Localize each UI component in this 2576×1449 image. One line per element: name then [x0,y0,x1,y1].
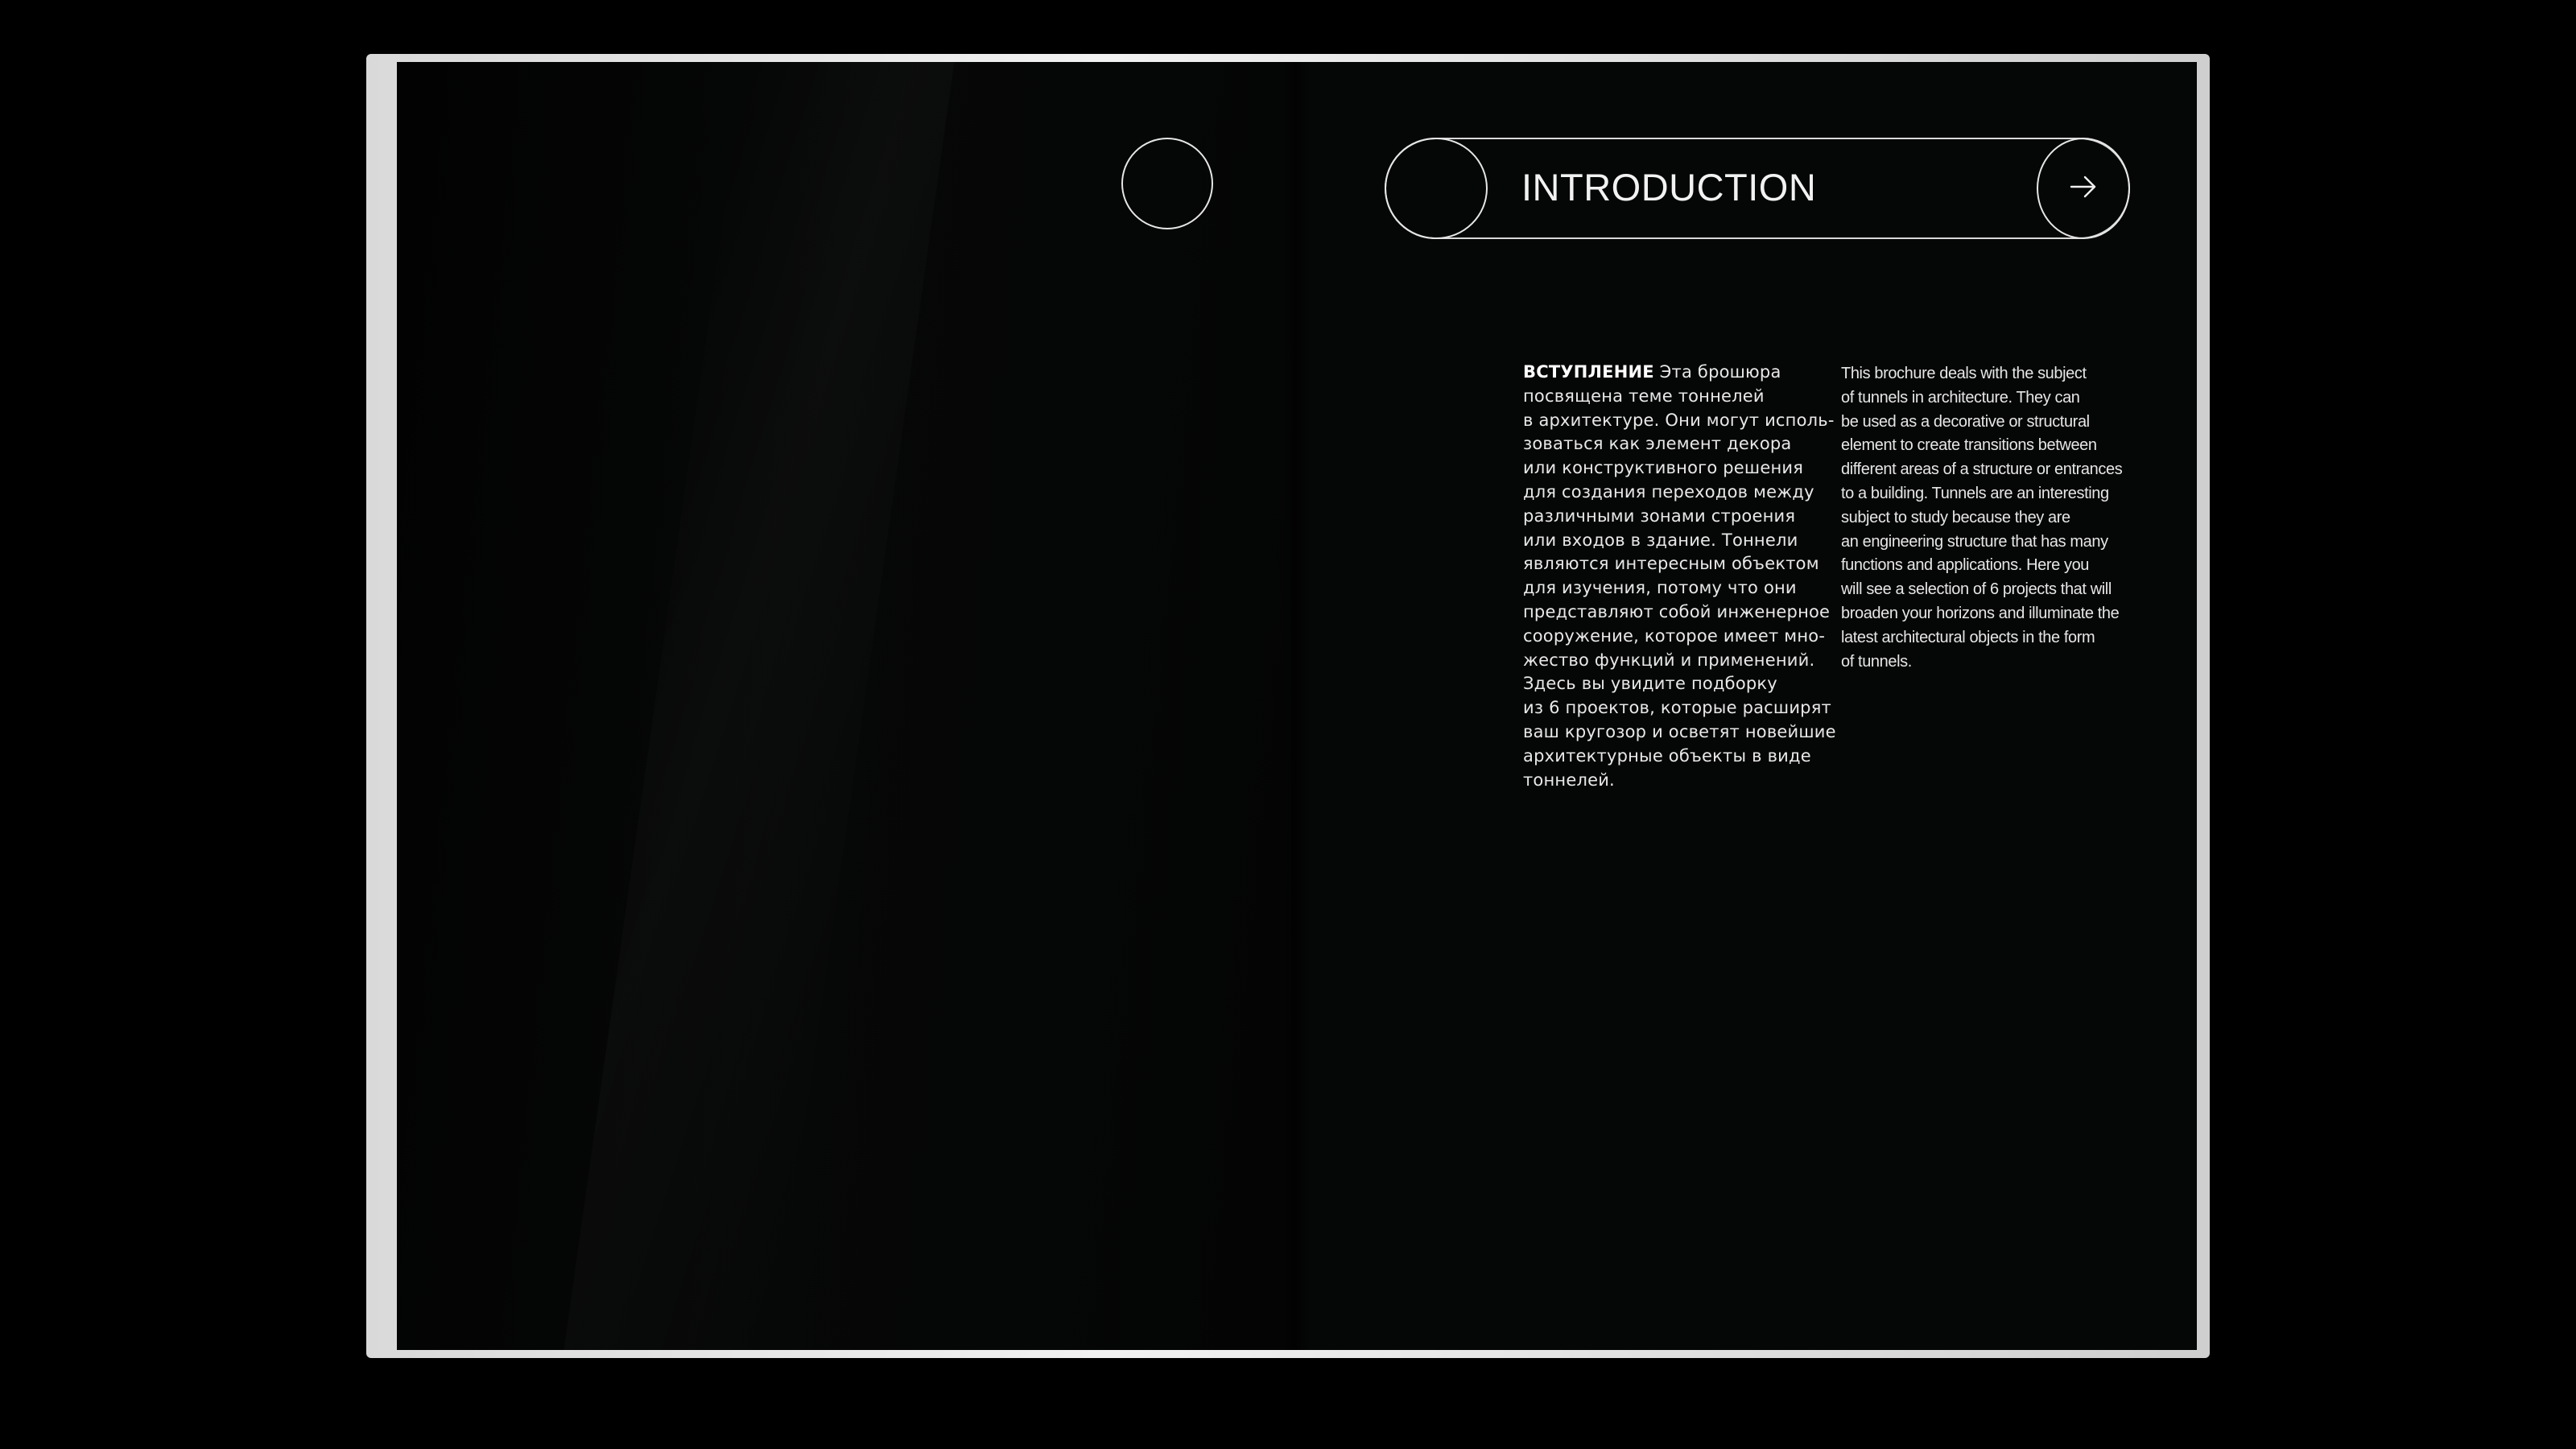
decorative-circle [1121,138,1213,229]
text-line: Здесь вы увидите подборку [1523,674,1777,694]
pill-right-circle [2037,138,2130,239]
text-line: of tunnels in architecture. They can [1841,388,2080,407]
text-line: для создания переходов между [1523,481,1814,502]
text-line: different areas of a structure or entrances [1841,460,2123,479]
text-line: являются интересным объектом [1523,554,1819,574]
text-line: жество функций и применений. [1523,650,1815,670]
section-lead: ВСТУПЛЕНИЕ [1523,362,1654,382]
text-line: be used as a decorative or structural [1841,412,2090,431]
text-line: или конструктивного решения [1523,458,1804,478]
text-line: зоваться как элемент декора [1523,434,1792,454]
text-line: functions and applications. Here you [1841,556,2090,575]
text-line: представляют собой инженерное [1523,601,1831,621]
text-line: в архитектуре. Они могут исполь- [1523,410,1835,430]
text-line: will see a selection of 6 projects that will [1841,580,2112,599]
book-gutter [1282,62,1311,1350]
pill-left-circle [1385,138,1488,239]
text-line: ваш кругозор и осветят новейшие [1523,721,1836,741]
text-line: subject to study because they are [1841,508,2070,526]
text-line: element to create transitions between [1841,436,2097,455]
left-page [397,62,1297,1350]
text-line: различными зонами строения [1523,506,1796,526]
arrow-right-icon [2070,175,2097,203]
text-line: broaden your horizons and illuminate the [1841,604,2120,622]
text-line: latest architectural objects in the form [1841,628,2095,646]
text-line: an engineering structure that has many [1841,532,2108,551]
text-line: ВСТУПЛЕНИЕ Эта брошюра [1523,362,1781,382]
page-sheen [564,62,955,1350]
text-line: для изучения, потому что они [1523,578,1797,598]
page-title: INTRODUCTION [1521,166,1817,208]
text-line: to a building. Tunnels are an interesting [1841,484,2109,502]
text-line: из 6 проектов, которые расширят [1523,698,1831,718]
text-line: сооружение, которое имеет мно- [1523,625,1826,646]
text-line: архитектурные объекты в виде [1523,745,1811,766]
book-spread [397,62,2197,1350]
russian-text-column [1523,361,1836,792]
text-line: This brochure deals with the subject [1841,365,2087,382]
text-line: тоннелей. [1523,770,1615,790]
english-text-column [1841,362,2163,674]
open-book [366,54,2210,1358]
text-line: of tunnels. [1841,652,1912,671]
text-line: посвящена теме тоннелей [1523,386,1765,406]
text-line: или входов в здание. Тоннели [1523,530,1798,550]
